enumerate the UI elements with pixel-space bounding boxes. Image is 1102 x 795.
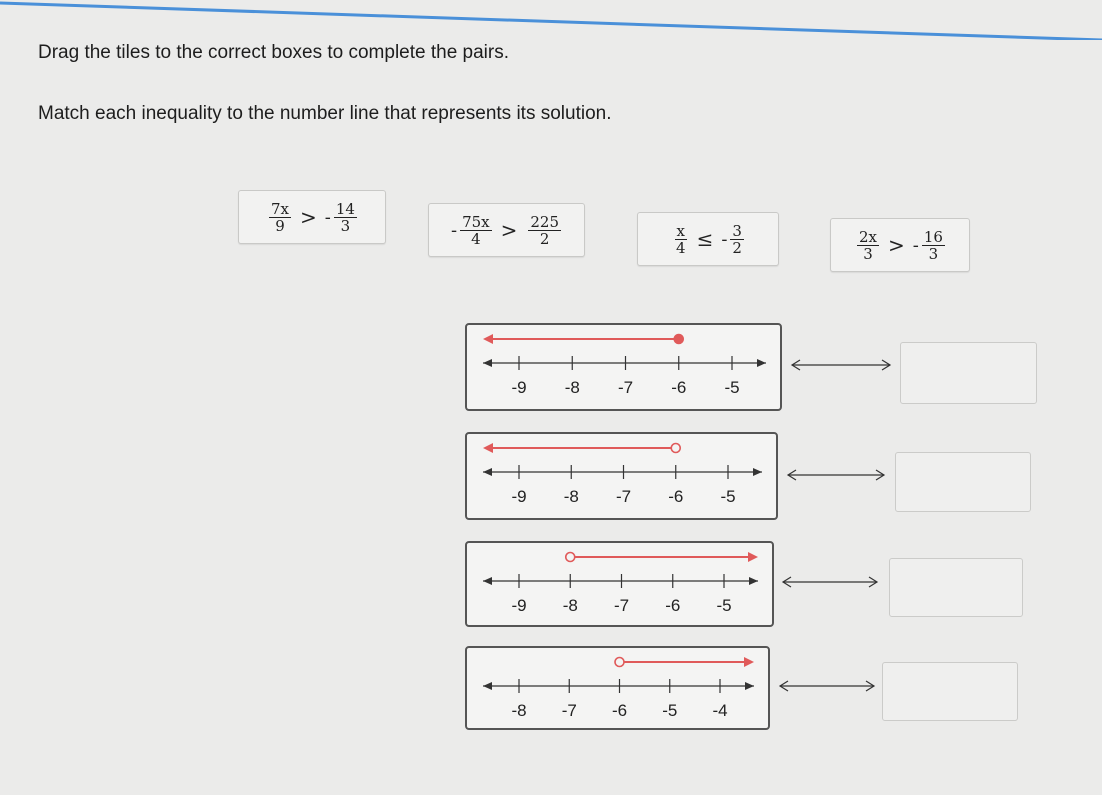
tick-label: -9 — [511, 596, 527, 615]
open-endpoint — [671, 444, 680, 453]
tile-sign-right: - — [721, 228, 728, 250]
tick-label: -7 — [617, 378, 634, 397]
double-arrow-icon — [790, 357, 894, 373]
axis-left-arrowhead — [483, 577, 492, 585]
number-line-1 — [467, 325, 780, 409]
tick-label: -4 — [712, 701, 728, 720]
tick-label: -5 — [716, 596, 732, 615]
axis-right-arrowhead — [753, 468, 762, 476]
denominator: 3 — [928, 244, 939, 263]
ray-arrowhead — [744, 657, 754, 667]
tick-label: -8 — [511, 701, 527, 720]
closed-endpoint — [674, 335, 683, 344]
double-arrow-icon — [781, 574, 881, 590]
tick-label: -5 — [724, 378, 740, 397]
tick-label: -7 — [615, 487, 632, 506]
denominator: 4 — [676, 238, 686, 257]
tick-label: -8 — [562, 596, 578, 615]
top-accent-bar — [0, 0, 1102, 40]
denominator: 9 — [275, 216, 285, 235]
numerator: 75x — [462, 212, 490, 231]
double-arrow-icon — [778, 678, 878, 694]
tile-sign-left: - — [450, 219, 458, 241]
fraction-left — [269, 201, 291, 234]
inequality-tile-1[interactable] — [238, 190, 386, 244]
number-line-2 — [467, 434, 776, 518]
tick-label: -8 — [564, 378, 580, 397]
inequality-operator: ≤ — [696, 227, 714, 251]
number-line-3 — [467, 543, 772, 625]
denominator: 3 — [340, 216, 351, 235]
denominator: 3 — [863, 244, 873, 263]
denominator: 4 — [471, 229, 481, 248]
fraction-right — [528, 214, 561, 247]
axis-right-arrowhead — [745, 682, 754, 690]
inequality-operator: > — [888, 233, 905, 257]
axis-left-arrowhead — [483, 359, 492, 367]
tick-label: -9 — [511, 378, 527, 397]
tick-label: -6 — [671, 378, 687, 397]
drop-target-box-1[interactable] — [900, 342, 1037, 404]
denominator: 2 — [539, 229, 550, 248]
number-line-card-2 — [465, 432, 778, 520]
tick-label: -5 — [662, 701, 678, 720]
drop-target-box-3[interactable] — [889, 558, 1023, 617]
numerator: 3 — [732, 221, 742, 240]
drag-instruction: Drag the tiles to the correct boxes to complete the pairs. — [38, 42, 510, 63]
ray-arrowhead — [483, 443, 493, 453]
double-arrow-icon — [786, 467, 888, 483]
denominator: 2 — [732, 238, 742, 257]
inequality-tile-2[interactable] — [428, 203, 585, 257]
tile-sign-right: - — [324, 206, 331, 228]
number-line-card-4 — [465, 646, 770, 730]
number-line-4 — [467, 648, 768, 728]
fraction-left — [857, 229, 879, 262]
fraction-right — [730, 223, 744, 256]
numerator: 14 — [335, 199, 355, 218]
tick-label: -7 — [561, 701, 577, 720]
fraction-right — [922, 229, 945, 262]
drop-target-box-4[interactable] — [882, 662, 1018, 721]
drop-target-box-2[interactable] — [895, 452, 1031, 512]
number-line-card-1 — [465, 323, 782, 411]
tick-label: -6 — [611, 701, 628, 720]
axis-left-arrowhead — [483, 682, 492, 690]
fraction-right — [334, 201, 357, 234]
inequality-tile-4[interactable] — [830, 218, 970, 272]
tick-label: -5 — [720, 487, 736, 506]
tick-label: -8 — [563, 487, 579, 506]
tick-label: -6 — [668, 487, 684, 506]
numerator: 16 — [923, 227, 943, 246]
tick-label: -6 — [665, 596, 681, 615]
open-endpoint — [615, 658, 624, 667]
axis-left-arrowhead — [483, 468, 492, 476]
numerator: 225 — [530, 212, 560, 231]
inequality-operator: > — [300, 205, 317, 229]
inequality-operator: > — [500, 218, 518, 242]
axis-right-arrowhead — [749, 577, 758, 585]
axis-right-arrowhead — [757, 359, 766, 367]
tick-label: -7 — [613, 596, 630, 615]
numerator: x — [676, 221, 686, 240]
open-endpoint — [566, 553, 575, 562]
ray-arrowhead — [483, 334, 493, 344]
inequality-tile-3[interactable] — [637, 212, 779, 266]
numerator: 7x — [271, 199, 290, 218]
ray-arrowhead — [748, 552, 758, 562]
number-line-card-3 — [465, 541, 774, 627]
match-instruction: Match each inequality to the number line that represents its solution. — [38, 103, 612, 124]
fraction-left — [674, 223, 688, 256]
tile-sign-right: - — [912, 234, 919, 256]
numerator: 2x — [859, 227, 878, 246]
tick-label: -9 — [511, 487, 527, 506]
fraction-left — [460, 214, 492, 247]
